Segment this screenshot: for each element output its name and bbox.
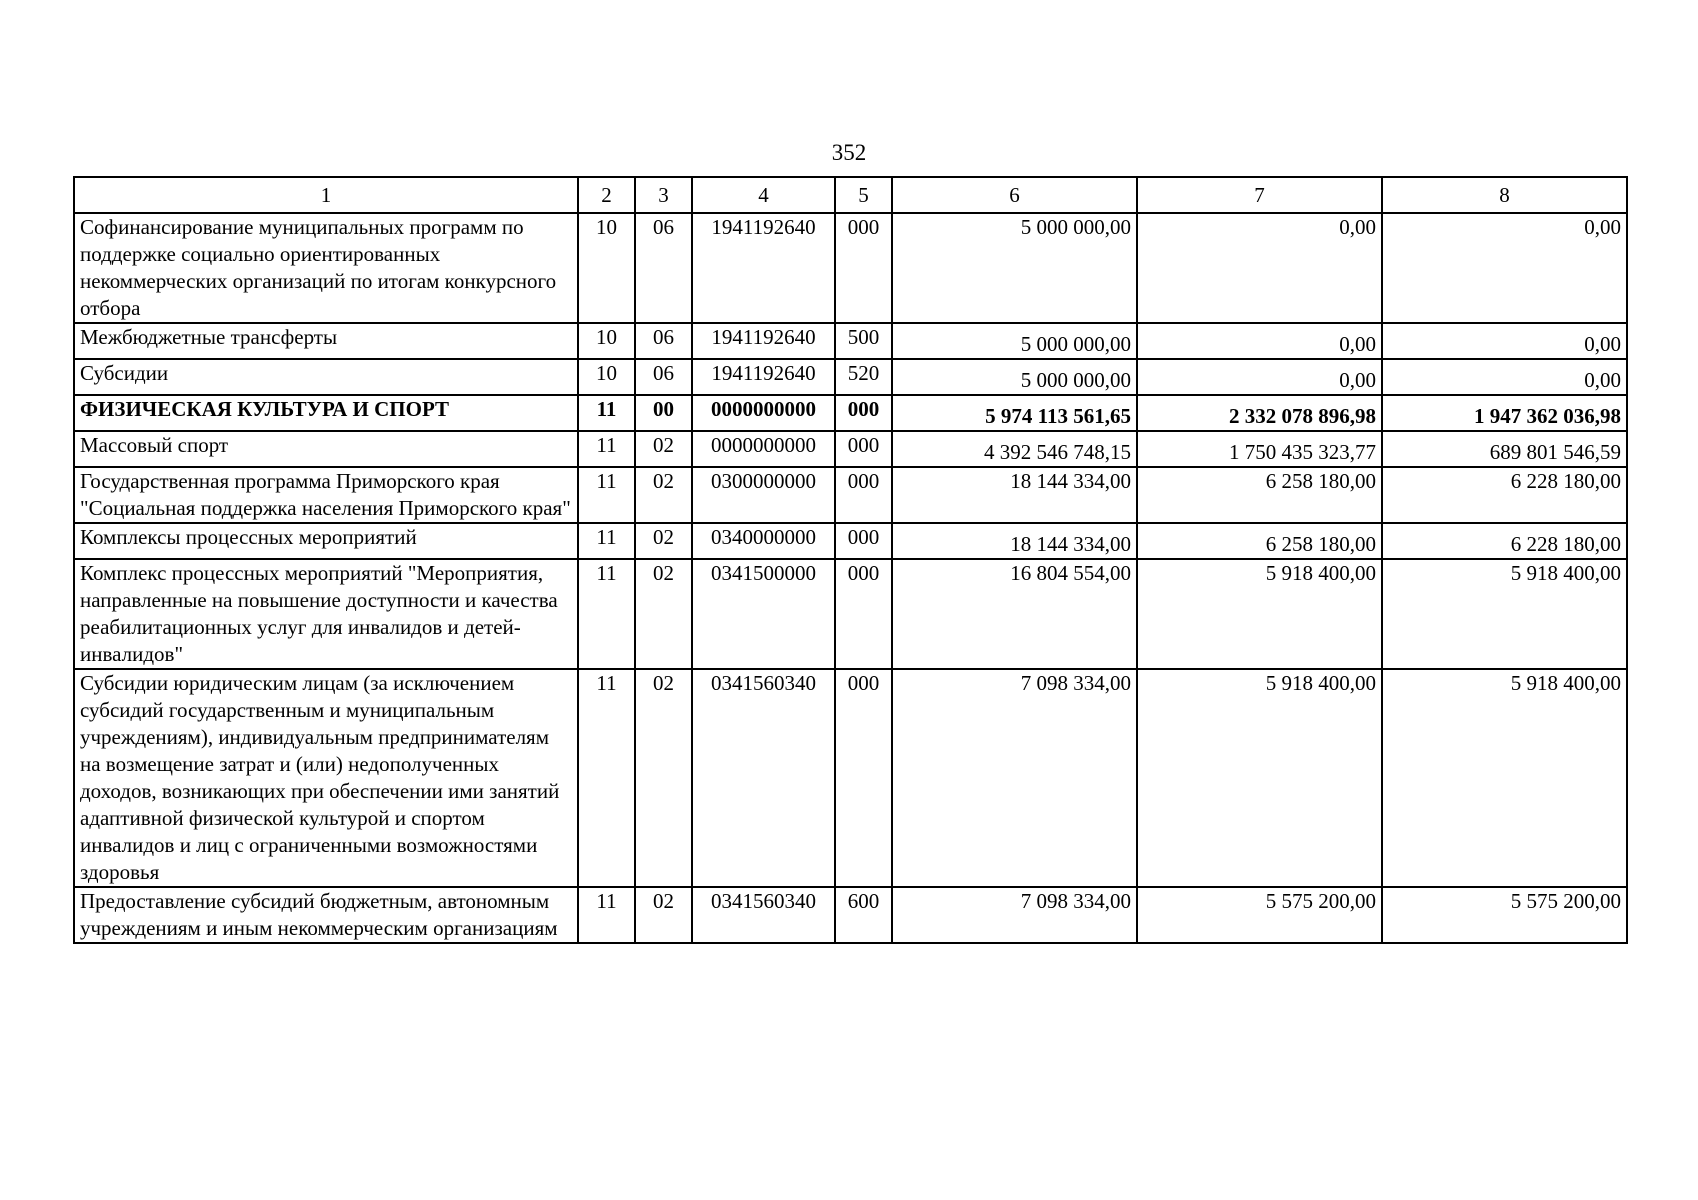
row-amount-7: 6 258 180,00 xyxy=(1137,523,1382,559)
row-expense-type: 000 xyxy=(835,559,892,669)
row-section: 10 xyxy=(578,323,635,359)
row-amount-6: 5 000 000,00 xyxy=(892,359,1137,395)
row-subsection: 02 xyxy=(635,523,692,559)
row-expense-type: 000 xyxy=(835,467,892,523)
row-amount-6: 16 804 554,00 xyxy=(892,559,1137,669)
row-amount-6: 5 000 000,00 xyxy=(892,323,1137,359)
row-amount-6: 4 392 546 748,15 xyxy=(892,431,1137,467)
column-header-5: 5 xyxy=(835,177,892,213)
row-expense-type: 000 xyxy=(835,523,892,559)
row-expense-type: 000 xyxy=(835,669,892,887)
row-target-code: 0300000000 xyxy=(692,467,835,523)
row-subsection: 02 xyxy=(635,559,692,669)
row-target-code: 0000000000 xyxy=(692,395,835,431)
row-section: 11 xyxy=(578,523,635,559)
row-amount-7: 1 750 435 323,77 xyxy=(1137,431,1382,467)
row-section: 11 xyxy=(578,467,635,523)
table-row xyxy=(74,323,1627,359)
row-section: 11 xyxy=(578,669,635,887)
row-section: 11 xyxy=(578,559,635,669)
row-section: 11 xyxy=(578,395,635,431)
row-amount-8: 689 801 546,59 xyxy=(1382,431,1627,467)
row-name: Софинансирование муниципальных программ по поддержке социально ориентированных некоммерческих организаций по итогам конкурсного отбора xyxy=(74,213,578,323)
column-header-2: 2 xyxy=(578,177,635,213)
row-amount-8: 5 918 400,00 xyxy=(1382,669,1627,887)
row-target-code: 1941192640 xyxy=(692,359,835,395)
budget-table xyxy=(73,176,1628,944)
column-header-6: 6 xyxy=(892,177,1137,213)
row-expense-type: 000 xyxy=(835,395,892,431)
row-expense-type: 000 xyxy=(835,213,892,323)
page-number: 352 xyxy=(831,140,867,165)
row-amount-6: 5 974 113 561,65 xyxy=(892,395,1137,431)
table-row xyxy=(74,887,1627,943)
row-amount-7: 2 332 078 896,98 xyxy=(1137,395,1382,431)
row-section: 10 xyxy=(578,359,635,395)
row-name: Субсидии xyxy=(74,359,578,395)
row-expense-type: 600 xyxy=(835,887,892,943)
column-header-4: 4 xyxy=(692,177,835,213)
row-name: Субсидии юридическим лицам (за исключением субсидий государственным и муниципальным учреждениям), индивидуальным предпринимателям на возмещение затрат и (или) недополученных доходов, возникающих при обеспечении ими занятий адаптивной физической культурой и спортом инвалидов и лиц с ограниченными возможностями здоровья xyxy=(74,669,578,887)
row-subsection: 02 xyxy=(635,431,692,467)
row-subsection: 06 xyxy=(635,213,692,323)
row-amount-8: 1 947 362 036,98 xyxy=(1382,395,1627,431)
row-section: 11 xyxy=(578,431,635,467)
table-row xyxy=(74,559,1627,669)
row-name: Межбюджетные трансферты xyxy=(74,323,578,359)
row-amount-7: 5 918 400,00 xyxy=(1137,669,1382,887)
table-row-section-total xyxy=(74,395,1627,431)
row-amount-8: 5 918 400,00 xyxy=(1382,559,1627,669)
row-subsection: 02 xyxy=(635,467,692,523)
column-header-7: 7 xyxy=(1137,177,1382,213)
row-target-code: 1941192640 xyxy=(692,213,835,323)
row-amount-6: 5 000 000,00 xyxy=(892,213,1137,323)
row-subsection: 02 xyxy=(635,669,692,887)
row-subsection: 06 xyxy=(635,359,692,395)
table-row xyxy=(74,467,1627,523)
row-amount-6: 18 144 334,00 xyxy=(892,523,1137,559)
row-expense-type: 500 xyxy=(835,323,892,359)
table-row xyxy=(74,669,1627,887)
column-header-1: 1 xyxy=(74,177,578,213)
row-amount-8: 0,00 xyxy=(1382,323,1627,359)
row-expense-type: 520 xyxy=(835,359,892,395)
row-name: Государственная программа Приморского края "Социальная поддержка населения Приморского края" xyxy=(74,467,578,523)
row-subsection: 00 xyxy=(635,395,692,431)
row-target-code: 0000000000 xyxy=(692,431,835,467)
row-target-code: 0341560340 xyxy=(692,669,835,887)
row-target-code: 0341500000 xyxy=(692,559,835,669)
row-amount-7: 0,00 xyxy=(1137,213,1382,323)
row-amount-8: 5 575 200,00 xyxy=(1382,887,1627,943)
row-amount-7: 0,00 xyxy=(1137,359,1382,395)
row-section: 10 xyxy=(578,213,635,323)
row-amount-8: 6 228 180,00 xyxy=(1382,523,1627,559)
row-amount-8: 0,00 xyxy=(1382,213,1627,323)
row-amount-7: 0,00 xyxy=(1137,323,1382,359)
row-amount-7: 5 575 200,00 xyxy=(1137,887,1382,943)
row-amount-7: 6 258 180,00 xyxy=(1137,467,1382,523)
row-target-code: 1941192640 xyxy=(692,323,835,359)
row-name: Комплекс процессных мероприятий "Мероприятия, направленные на повышение доступности и качества реабилитационных услуг для инвалидов и детей-инвалидов" xyxy=(74,559,578,669)
row-target-code: 0341560340 xyxy=(692,887,835,943)
row-name: Предоставление субсидий бюджетным, автономным учреждениям и иным некоммерческим организациям xyxy=(74,887,578,943)
table-row xyxy=(74,213,1627,323)
row-section: 11 xyxy=(578,887,635,943)
column-header-8: 8 xyxy=(1382,177,1627,213)
row-amount-6: 7 098 334,00 xyxy=(892,887,1137,943)
row-name: Массовый спорт xyxy=(74,431,578,467)
row-subsection: 02 xyxy=(635,887,692,943)
table-row xyxy=(74,431,1627,467)
row-name: Комплексы процессных мероприятий xyxy=(74,523,578,559)
row-name: ФИЗИЧЕСКАЯ КУЛЬТУРА И СПОРТ xyxy=(74,395,578,431)
row-expense-type: 000 xyxy=(835,431,892,467)
table-row xyxy=(74,359,1627,395)
row-amount-6: 18 144 334,00 xyxy=(892,467,1137,523)
table-row xyxy=(74,523,1627,559)
row-subsection: 06 xyxy=(635,323,692,359)
row-amount-6: 7 098 334,00 xyxy=(892,669,1137,887)
row-amount-8: 6 228 180,00 xyxy=(1382,467,1627,523)
header-row xyxy=(74,177,1627,213)
row-amount-8: 0,00 xyxy=(1382,359,1627,395)
column-header-3: 3 xyxy=(635,177,692,213)
row-amount-7: 5 918 400,00 xyxy=(1137,559,1382,669)
row-target-code: 0340000000 xyxy=(692,523,835,559)
